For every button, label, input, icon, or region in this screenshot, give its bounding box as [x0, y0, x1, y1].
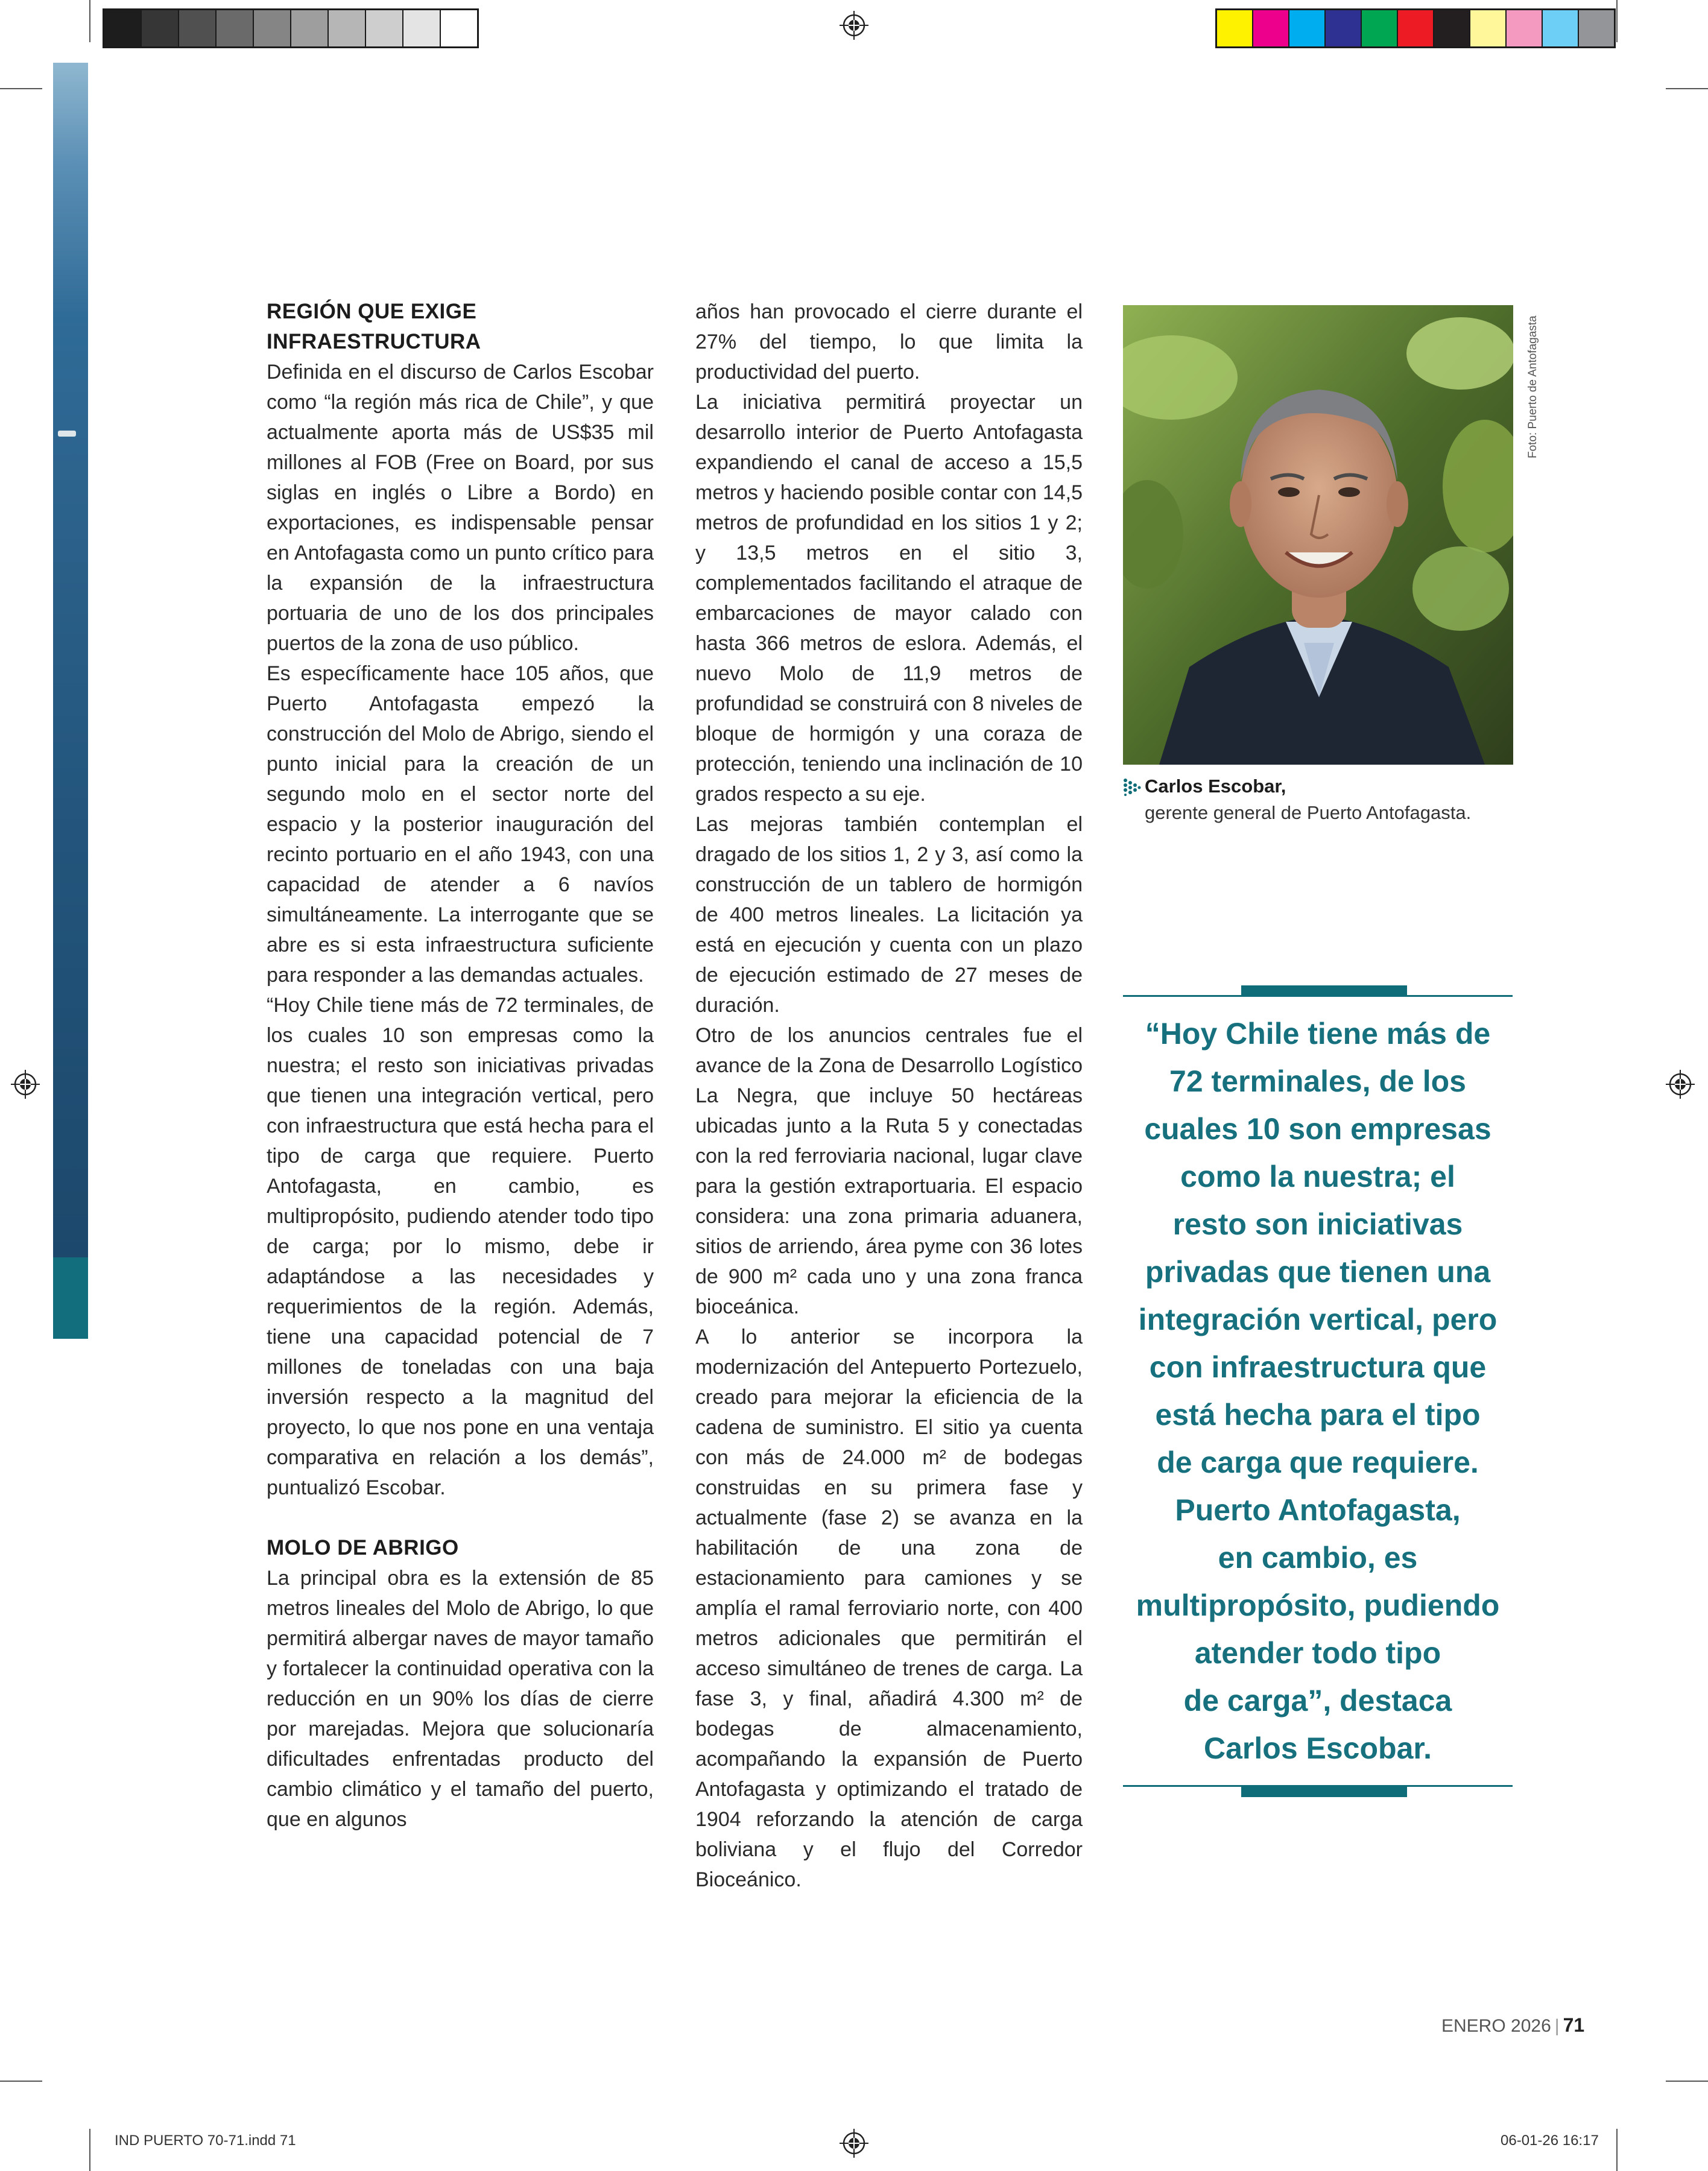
section-heading: REGIÓN QUE EXIGE	[267, 300, 477, 323]
photo-caption	[1123, 773, 1533, 826]
boat-shape	[58, 431, 76, 437]
paragraph: A lo anterior se incorpora la modernización del Antepuerto Portezuelo, creado para mejorar la eficiencia de la cadena de suministro. El sitio ya cuenta con más de 24.000 m² de bodegas construidas en su primera fase y actualmente (fase 2) se avanza en la habilitación de una zona de estacionamiento para camiones y se amplía el ramal ferroviario norte, con 400 metros adicionales que permitirán el acceso simultáneo de trenes de carga. La fase 3, y final, añadirá 4.300 m² de bodegas de almacenamiento, acompañando la expansión de Puerto Antofagasta y optimizando el tratado de 1904 reforzando la atención de carga boliviana y el flujo del Corredor Bioceánico.	[695, 1326, 1083, 1891]
gray-swatch	[254, 10, 291, 46]
pull-quote-line: en cambio, es	[1218, 1541, 1418, 1575]
pull-quote-line: “Hoy Chile tiene más de	[1145, 1017, 1491, 1051]
pull-quote-line: Carlos Escobar.	[1204, 1731, 1432, 1765]
teal-accent-block	[53, 1257, 88, 1339]
crop-mark	[1666, 2081, 1708, 2082]
pull-quote-line: integración vertical, pero	[1138, 1303, 1498, 1336]
page-number: 71	[1563, 2014, 1585, 2036]
pull-quote-line: de carga”, destaca	[1183, 1684, 1452, 1718]
section-heading-line-2: INFRAESTRUCTURA	[267, 330, 481, 353]
pull-quote	[1123, 1010, 1513, 1772]
cmyk-color-bar	[1215, 8, 1616, 48]
registration-mark-icon	[11, 1070, 40, 1099]
paragraph: Las mejoras también contemplan el dragado de los sitios 1, 2 y 3, así como la construcción de un tablero de hormigón de 400 metros lineales. La licitación ya está en ejecución y cuenta con un plazo de ejecución estimado de 27 meses de duración.	[695, 813, 1083, 1017]
print-timestamp: 06-01-26 16:17	[1501, 2132, 1599, 2149]
pull-quote-bottom-tab	[1241, 1787, 1407, 1797]
issue-date: ENERO 2026	[1441, 2016, 1551, 2036]
caption-dots-icon	[1123, 778, 1141, 796]
paragraph: Definida en el discurso de Carlos Escobar como “la región más rica de Chile”, y que actualmente aporta más de US$35 mil millones al FOB (Free on Board, por sus siglas en inglés o Libre a Bordo) en exportaciones, es indispensable pensar en Antofagasta como un punto crítico para la expansión de la infraestructura portuaria de uno de los dos principales puertos de la zona de uso público.	[267, 361, 654, 655]
photo-credit: Foto: Puerto de Antofagasta	[1526, 315, 1539, 458]
pull-quote-line: multipropósito, pudiendo	[1136, 1588, 1500, 1622]
crop-mark	[89, 0, 90, 42]
pull-quote-line: está hecha para el tipo	[1155, 1398, 1481, 1432]
color-swatch	[1507, 10, 1543, 46]
gray-swatch	[104, 10, 142, 46]
grayscale-color-bar	[103, 8, 479, 48]
color-swatch	[1253, 10, 1289, 46]
color-swatch	[1434, 10, 1470, 46]
crop-mark	[0, 2081, 42, 2082]
registration-mark-icon	[1666, 1070, 1695, 1099]
color-swatch	[1326, 10, 1362, 46]
caption-name: Carlos Escobar,	[1145, 776, 1286, 797]
paragraph: Otro de los anuncios centrales fue el avance de la Zona de Desarrollo Logístico La Negra, que incluye 50 hectáreas ubicadas junto a la Ruta 5 y conectadas con la red ferroviaria nacional, lugar clave para la gestión extraportuaria. El espacio considera: una zona primaria aduanera, sitios de arriendo, área pyme con 36 lotes de 900 m² cada uno y una zona franca bioceánica.	[695, 1024, 1083, 1318]
gray-swatch	[329, 10, 366, 46]
color-swatch	[1579, 10, 1614, 46]
crop-mark	[1616, 2129, 1618, 2171]
portrait-illustration	[1123, 305, 1513, 765]
gray-swatch	[403, 10, 441, 46]
pull-quote-line: atender todo tipo	[1194, 1636, 1441, 1670]
color-swatch	[1362, 10, 1398, 46]
pull-quote-line: de carga que requiere.	[1157, 1446, 1479, 1479]
paragraph: años han provocado el cierre durante el 27% del tiempo, lo que limita la productividad del puerto.	[695, 300, 1083, 384]
gray-swatch	[441, 10, 477, 46]
color-swatch	[1217, 10, 1253, 46]
article-column-2	[695, 297, 1083, 1895]
pull-quote-line: resto son iniciativas	[1172, 1207, 1463, 1241]
indd-slug: IND PUERTO 70-71.indd 71	[115, 2132, 296, 2149]
registration-mark-icon	[840, 2129, 868, 2158]
portrait-photo	[1123, 305, 1513, 765]
pull-quote-line: privadas que tienen una	[1145, 1255, 1491, 1289]
caption-role: gerente general de Puerto Antofagasta.	[1145, 802, 1472, 823]
pull-quote-top-tab	[1241, 985, 1407, 996]
paragraph: “Hoy Chile tiene más de 72 terminales, de los cuales 10 son empresas como la nuestra; el resto son iniciativas privadas que tienen una integración vertical, pero con infraestructura que está hecha para el tipo de carga que requiere. Puerto Antofagasta, en cambio, es multipropósito, pudiendo atender todo tipo de carga; por lo mismo, debe ir adaptándose a las necesidades y requerimientos de la región. Además, tiene una capacidad potencial de 7 millones de toneladas con una baja inversión respecto a la magnitud del proyecto, lo que nos pone en una ventaja comparativa en relación a los demás”, puntualizó Escobar.	[267, 994, 654, 1499]
gray-swatch	[291, 10, 329, 46]
folio: ENERO 2026 | 71	[1441, 2014, 1585, 2036]
color-swatch	[1543, 10, 1579, 46]
color-swatch	[1289, 10, 1326, 46]
pull-quote-line: como la nuestra; el	[1180, 1160, 1455, 1193]
pull-quote-line: con infraestructura que	[1149, 1350, 1487, 1384]
crop-mark	[1666, 88, 1708, 89]
gray-swatch	[366, 10, 403, 46]
pull-quote-line: Puerto Antofagasta,	[1175, 1493, 1461, 1527]
pull-quote-top-rule	[1123, 995, 1513, 997]
paragraph: La iniciativa permitirá proyectar un desarrollo interior de Puerto Antofagasta expandiendo el canal de acceso a 15,5 metros y haciendo posible contar con 14,5 metros de profundidad en los sitios 1 y 2; y 13,5 metros en el sitio 3, complementados facilitando el atraque de embarcaciones de mayor calado con hasta 366 metros de eslora. Además, el nuevo Molo de 11,9 metros de profundidad se construirá con 8 niveles de bloque de hormigón y una coraza de protección, teniendo una inclinación de 10 grados respecto a su eje.	[695, 391, 1083, 806]
crop-mark	[1616, 0, 1618, 42]
crop-mark	[0, 88, 42, 89]
registration-mark-icon	[840, 11, 868, 40]
color-swatch	[1470, 10, 1507, 46]
pull-quote-line: 72 terminales, de los	[1169, 1064, 1466, 1098]
crop-mark	[89, 2129, 90, 2171]
paragraph: La principal obra es la extensión de 85 metros lineales del Molo de Abrigo, lo que permitirá albergar naves de mayor tamaño y fortalecer la continuidad operativa con la reducción en un 90% los días de cierre por marejadas. Mejora que solucionaría dificultades enfrentadas producto del cambio climático y el tamaño del puerto, que en algunos	[267, 1567, 654, 1831]
section-heading: MOLO DE ABRIGO	[267, 1536, 459, 1560]
gray-swatch	[142, 10, 179, 46]
color-swatch	[1398, 10, 1434, 46]
paragraph: Es específicamente hace 105 años, que Puerto Antofagasta empezó la construcción del Molo de Abrigo, siendo el punto inicial para la creación de un segundo molo en el sector norte del espacio y la posterior inauguración del recinto portuario en el año 1943, con una capacidad de atender a 6 navíos simultáneamente. La interrogante que se abre es si esta infraestructura suficiente para responder a las demandas actuales.	[267, 662, 654, 987]
pull-quote-line: cuales 10 son empresas	[1144, 1112, 1491, 1146]
article-column-1	[267, 297, 654, 1834]
gray-swatch	[217, 10, 254, 46]
gray-swatch	[179, 10, 217, 46]
sea-photo-strip	[53, 63, 88, 1339]
